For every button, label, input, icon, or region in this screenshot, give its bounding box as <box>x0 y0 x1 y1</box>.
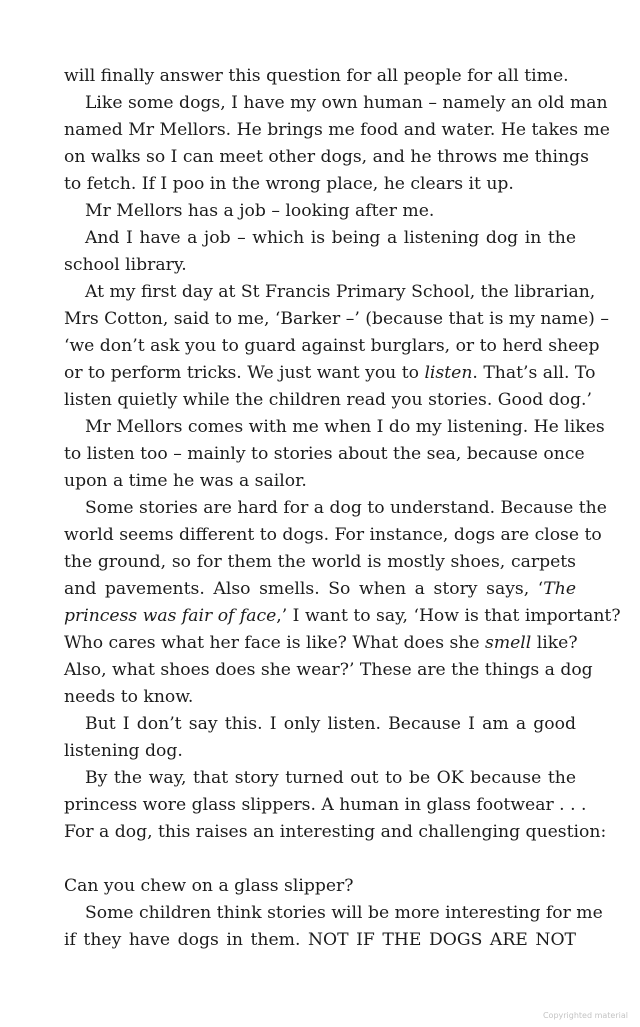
text-line: Who cares what her face is like? What does she smell like? <box>64 633 578 653</box>
text-line: princess was fair of face,’ I want to say, ‘How is that important? <box>64 606 621 626</box>
text-line: or to perform tricks. We just want you to listen. That’s all. To <box>64 363 596 383</box>
text-line: school library. <box>64 255 187 275</box>
text-line: Mr Mellors comes with me when I do my listening. He likes <box>85 417 605 437</box>
text-line: Some children think stories will be more interesting for me <box>85 903 603 923</box>
text-line: to listen too – mainly to stories about the sea, because once <box>64 444 585 464</box>
italic-text: listen <box>424 363 473 383</box>
text-line: By the way, that story turned out to be OK because the <box>85 768 576 788</box>
text-line: listening dog. <box>64 741 183 761</box>
text-line: listen quietly while the children read you stories. Good dog.’ <box>64 390 592 410</box>
text-line: Like some dogs, I have my own human – namely an old man <box>85 93 608 113</box>
text-line: if they have dogs in them. NOT IF THE DOGS ARE NOT <box>64 930 576 950</box>
text-line: For a dog, this raises an interesting and challenging question: <box>64 822 607 842</box>
text-line: At my first day at St Francis Primary School, the librarian, <box>85 282 596 302</box>
text-line: Can you chew on a glass slipper? <box>64 876 354 896</box>
book-page-text <box>64 63 621 954</box>
text-line: ‘we don’t ask you to guard against burglars, or to herd sheep <box>64 336 600 356</box>
italic-text: smell <box>485 633 532 653</box>
text-line: to fetch. If I poo in the wrong place, he clears it up. <box>64 174 514 194</box>
blank-line <box>64 846 576 873</box>
text-line: will finally answer this question for all people for all time. <box>64 66 569 86</box>
italic-text: princess was fair of face <box>64 606 277 626</box>
text-line: on walks so I can meet other dogs, and he throws me things <box>64 147 589 167</box>
text-line: upon a time he was a sailor. <box>64 471 307 491</box>
copyright-watermark: Copyrighted material <box>542 1011 628 1020</box>
text-line: world seems different to dogs. For instance, dogs are close to <box>64 525 602 545</box>
text-line: needs to know. <box>64 687 194 707</box>
text-line: Mrs Cotton, said to me, ‘Barker –’ (because that is my name) – <box>64 309 609 329</box>
text-line: Also, what shoes does she wear?’ These are the things a dog <box>64 660 593 680</box>
text-line: named Mr Mellors. He brings me food and water. He takes me <box>64 120 610 140</box>
text-line: and pavements. Also smells. So when a story says, ‘The <box>64 579 576 599</box>
text-line: But I don’t say this. I only listen. Because I am a good <box>85 714 576 734</box>
text-line: the ground, so for them the world is mostly shoes, carpets <box>64 552 576 572</box>
italic-text: The <box>543 579 576 599</box>
text-line: Some stories are hard for a dog to understand. Because the <box>85 498 607 518</box>
text-line: And I have a job – which is being a listening dog in the <box>85 228 576 248</box>
text-line: Mr Mellors has a job – looking after me. <box>85 201 435 221</box>
text-line: princess wore glass slippers. A human in glass footwear . . . <box>64 795 587 815</box>
